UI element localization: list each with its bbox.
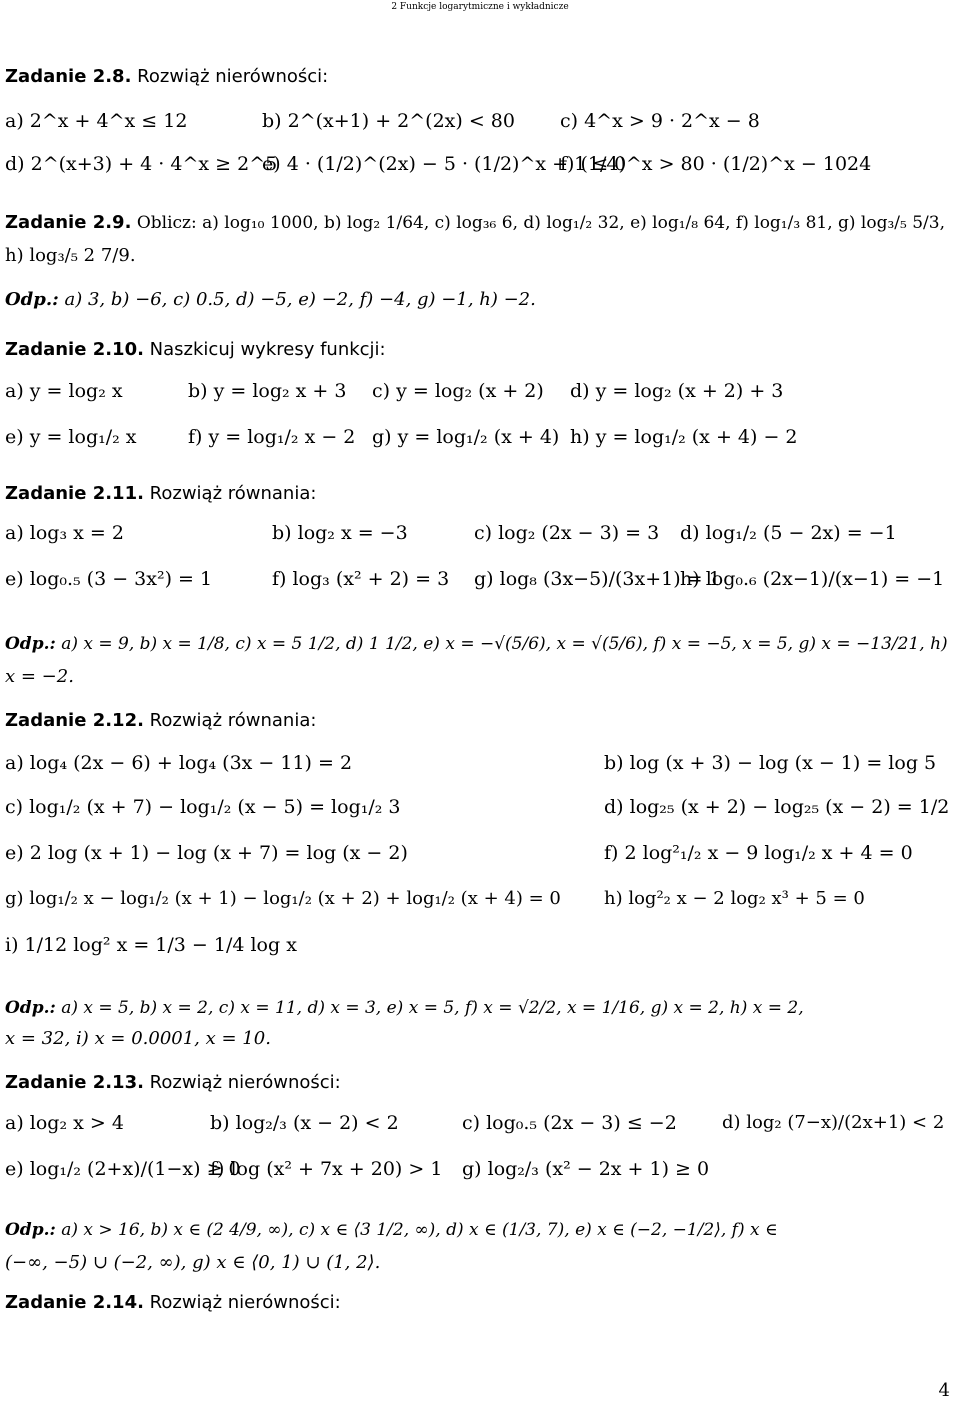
task-2-12-answer-line2: x = 32, i) x = 0.0001, x = 10. [5,1028,271,1049]
task-2-11-f: f) log₃ (x² + 2) = 3 [272,568,450,590]
task-2-12-b: b) log (x + 3) − log (x − 1) = log 5 [604,752,937,774]
answer-label: Odp.: [5,634,56,654]
task-2-10-c: c) y = log₂ (x + 2) [372,380,544,402]
task-2-10-h: h) y = log₁/₂ (x + 4) − 2 [570,426,798,448]
task-title: Zadanie 2.11. [5,483,144,504]
task-intro: Rozwiąż nierówności: [137,66,329,87]
task-2-13-b: b) log₂/₃ (x − 2) < 2 [210,1112,399,1134]
answer-text: a) 3, b) −6, c) 0.5, d) −5, e) −2, f) −4, g) −1, h) −2. [64,289,536,310]
task-2-11-g: g) log₈ (3x−5)/(3x+1) = 1 [474,568,721,590]
task-2-8-a: a) 2^x + 4^x ≤ 12 [5,110,188,132]
task-2-9-answer [5,291,536,309]
task-2-11-answer-line2: x = −2. [5,666,74,687]
task-intro: Rozwiąż równania: [149,483,317,504]
task-2-13-a: a) log₂ x > 4 [5,1112,124,1134]
task-2-8-b: b) 2^(x+1) + 2^(2x) < 80 [262,110,515,132]
task-2-10-a: a) y = log₂ x [5,380,123,402]
task-2-11-a: a) log₃ x = 2 [5,522,124,544]
task-2-8-e: e) 4 · (1/2)^(2x) − 5 · (1/2)^x + 1 ≤ 0 [262,153,627,175]
task-2-11-heading [5,485,316,503]
task-title: Zadanie 2.12. [5,710,144,731]
task-2-12-f: f) 2 log²₁/₂ x − 9 log₁/₂ x + 4 = 0 [604,842,913,864]
task-title: Zadanie 2.13. [5,1072,144,1093]
task-2-11-b: b) log₂ x = −3 [272,522,408,544]
answer-text: a) x = 9, b) x = 1/8, c) x = 5 1/2, d) 1 1/2, e) x = −√(5/6), x = √(5/6), f) x = −5, x = 5, g) x = −13/21, h) [61,634,948,654]
task-2-10-b: b) y = log₂ x + 3 [188,380,347,402]
task-title: Zadanie 2.10. [5,339,144,360]
task-2-8-d: d) 2^(x+3) + 4 · 4^x ≥ 2^5 [5,153,278,175]
task-2-12-a: a) log₄ (2x − 6) + log₄ (3x − 11) = 2 [5,752,353,774]
task-2-12-d: d) log₂₅ (x + 2) − log₂₅ (x − 2) = 1/2 [604,796,950,818]
task-title: Zadanie 2.14. [5,1292,144,1313]
task-2-13-answer-line1 [5,1222,778,1239]
task-title: Zadanie 2.8. [5,66,132,87]
task-2-10-f: f) y = log₁/₂ x − 2 [188,426,356,448]
task-2-13-e: e) log₁/₂ (2+x)/(1−x) ≥ 0 [5,1158,241,1180]
task-2-12-i: i) 1/12 log² x = 1/3 − 1/4 log x [5,934,297,956]
task-2-11-d: d) log₁/₂ (5 − 2x) = −1 [680,522,897,544]
task-2-10-heading [5,341,386,359]
task-2-12-e: e) 2 log (x + 1) − log (x + 7) = log (x − 2) [5,842,408,864]
task-2-13-answer-line2: (−∞, −5) ∪ (−2, ∞), g) x ∈ ⟨0, 1) ∪ (1, 2⟩. [5,1252,381,1273]
task-intro: Naszkicuj wykresy funkcji: [149,339,386,360]
task-title: Zadanie 2.9. [5,212,132,233]
answer-text: a) x > 16, b) x ∈ (2 4/9, ∞), c) x ∈ ⟨3 1/2, ∞), d) x ∈ (1/3, 7), e) x ∈ (−2, −1/2⟩, f) x ∈ [61,1220,778,1240]
task-2-13-d: d) log₂ (7−x)/(2x+1) < 2 [722,1112,945,1133]
task-intro: Rozwiąż nierówności: [149,1072,341,1093]
task-2-12-heading [5,712,316,730]
task-2-8-heading [5,68,328,86]
answer-label: Odp.: [5,1220,56,1240]
task-intro: Rozwiąż nierówności: [149,1292,341,1313]
task-2-11-c: c) log₂ (2x − 3) = 3 [474,522,660,544]
task-2-11-h: h) log₀.₆ (2x−1)/(x−1) = −1 [680,568,945,590]
task-2-13-heading [5,1074,341,1092]
task-2-10-d: d) y = log₂ (x + 2) + 3 [570,380,784,402]
task-2-11-e: e) log₀.₅ (3 − 3x²) = 1 [5,568,213,590]
answer-label: Odp.: [5,289,59,310]
task-2-9-line1 [5,214,945,232]
task-2-12-g: g) log₁/₂ x − log₁/₂ (x + 1) − log₁/₂ (x + 2) + log₁/₂ (x + 4) = 0 [5,888,561,909]
task-2-11-answer-line1 [5,636,948,653]
task-2-13-g: g) log₂/₃ (x² − 2x + 1) ≥ 0 [462,1158,710,1180]
task-2-13-f: f) log (x² + 7x + 20) > 1 [210,1158,443,1180]
task-2-8-f: f) (1/4)^x > 80 · (1/2)^x − 1024 [560,153,872,175]
page-number: 4 [938,1380,950,1401]
task-2-13-c: c) log₀.₅ (2x − 3) ≤ −2 [462,1112,677,1134]
task-text: Oblicz: a) log₁₀ 1000, b) log₂ 1/64, c) log₃₆ 6, d) log₁/₂ 32, e) log₁/₈ 64, f) log₁/₃ 81, g) log₃/₅ 5/3, [136,213,946,233]
task-2-14-heading [5,1294,341,1312]
task-2-10-g: g) y = log₁/₂ (x + 4) [372,426,560,448]
task-2-10-e: e) y = log₁/₂ x [5,426,137,448]
task-2-9-line2: h) log₃/₅ 2 7/9. [5,245,136,266]
answer-label: Odp.: [5,998,56,1018]
task-2-12-answer-line1 [5,1000,804,1017]
task-intro: Rozwiąż równania: [149,710,317,731]
task-2-12-h: h) log²₂ x − 2 log₂ x³ + 5 = 0 [604,888,865,909]
answer-text: a) x = 5, b) x = 2, c) x = 11, d) x = 3, e) x = 5, f) x = √2/2, x = 1/16, g) x = 2, h) x = 2, [61,998,804,1018]
task-2-12-c: c) log₁/₂ (x + 7) − log₁/₂ (x − 5) = log₁/₂ 3 [5,796,401,818]
task-2-8-c: c) 4^x > 9 · 2^x − 8 [560,110,760,132]
running-header: 2 Funkcje logarytmiczne i wykładnicze [391,2,569,12]
